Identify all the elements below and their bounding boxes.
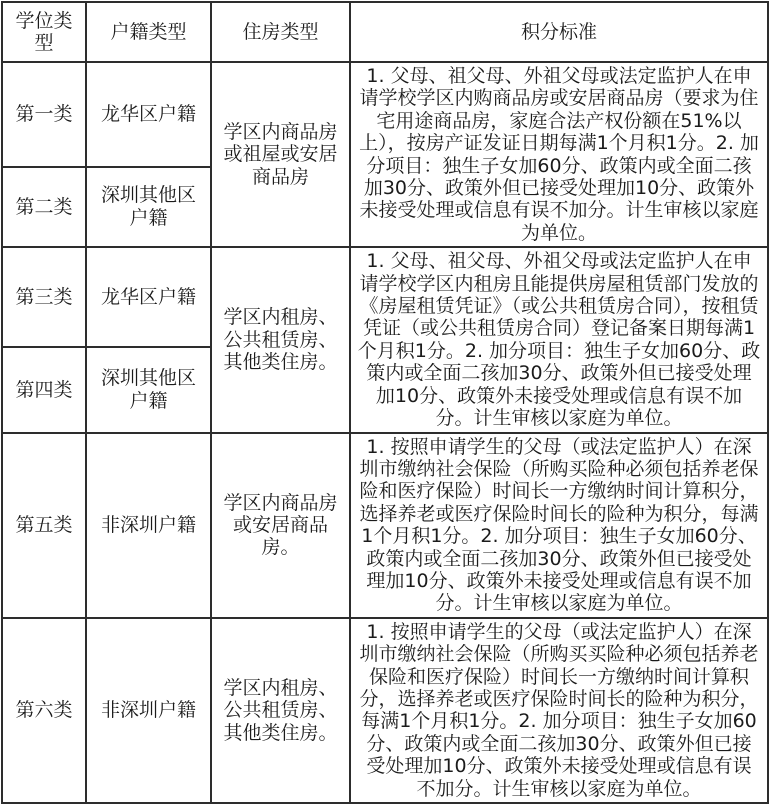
- header-housing-type: 住房类型: [211, 2, 350, 62]
- cell-household: 龙华区户籍: [86, 247, 211, 347]
- header-points-standard: 积分标准: [350, 2, 768, 62]
- cell-category: 第六类: [2, 618, 86, 803]
- cell-household: 龙华区户籍: [86, 62, 211, 167]
- table-row: [2, 618, 768, 803]
- table-row: [2, 62, 768, 167]
- cell-housing: 学区内商品房或祖屋或安居商品房: [211, 62, 350, 247]
- cell-points: 1. 按照申请学生的父母（或法定监护人）在深圳市缴纳社会保险（所购买买险种必须包括养老保险和医疗保险）时间长一方缴纳时间计算积分，选择养老或医疗保险时间长的险种为积分，每满1个月积1分。2. 加分项目：独生子女加60分、政策内或全面二孩加30分、政策外但已接受处理加10分、政策外未接受处理或信息有误不加分。计生审核以家庭为单位。: [350, 618, 768, 803]
- cell-household: 深圳其他区户籍: [86, 167, 211, 248]
- cell-household: 深圳其他区户籍: [86, 347, 211, 433]
- cell-category: 第五类: [2, 433, 86, 618]
- cell-category: 第四类: [2, 347, 86, 433]
- cell-category: 第二类: [2, 167, 86, 248]
- table-row: [2, 247, 768, 347]
- cell-category: 第一类: [2, 62, 86, 167]
- cell-points: 1. 父母、祖父母、外祖父母或法定监护人在申请学校学区内购商品房或安居商品房（要求为住宅用途商品房，家庭合法产权份额在51%以上），按房产证发证日期每满1个月积1分。2. 加分项目：独生子女加60分、政策内或全面二孩加30分、政策外但已接受处理加10分、政策外未接受处理或信息有误不加分。计生审核以家庭为单位。: [350, 62, 768, 247]
- cell-housing: 学区内商品房或安居商品房。: [211, 433, 350, 618]
- admission-points-table: [1, 1, 769, 804]
- cell-housing: 学区内租房、公共租赁房、其他类住房。: [211, 247, 350, 432]
- header-row: [2, 2, 768, 62]
- cell-household: 非深圳户籍: [86, 433, 211, 618]
- cell-points: 1. 按照申请学生的父母（或法定监护人）在深圳市缴纳社会保险（所购买险种必须包括养老保险和医疗保险）时间长一方缴纳时间计算积分，选择养老或医疗保险时间长的险种为积分，每满1个月积1分。2. 加分项目：独生子女加60分、政策内或全面二孩加30分、政策外但已接受处理加10分、政策外未接受处理或信息有误不加分。计生审核以家庭为单位。: [350, 433, 768, 618]
- header-household-type: 户籍类型: [86, 2, 211, 62]
- cell-housing: 学区内租房、公共租赁房、其他类住房。: [211, 618, 350, 803]
- table-row: [2, 433, 768, 618]
- cell-category: 第三类: [2, 247, 86, 347]
- header-degree-type: 学位类型: [2, 2, 86, 62]
- cell-household: 非深圳户籍: [86, 618, 211, 803]
- cell-points: 1. 父母、祖父母、外祖父母或法定监护人在申请学校学区内租房且能提供房屋租赁部门发放的《房屋租赁凭证》（或公共租赁房合同），按租赁凭证（或公共租赁房合同）登记备案日期每满1个月积1分。2. 加分项目：独生子女加60分、政策内或全面二孩加30分、政策外但已接受处理加10分、政策外未接受处理或信息有误不加分。计生审核以家庭为单位。: [350, 247, 768, 432]
